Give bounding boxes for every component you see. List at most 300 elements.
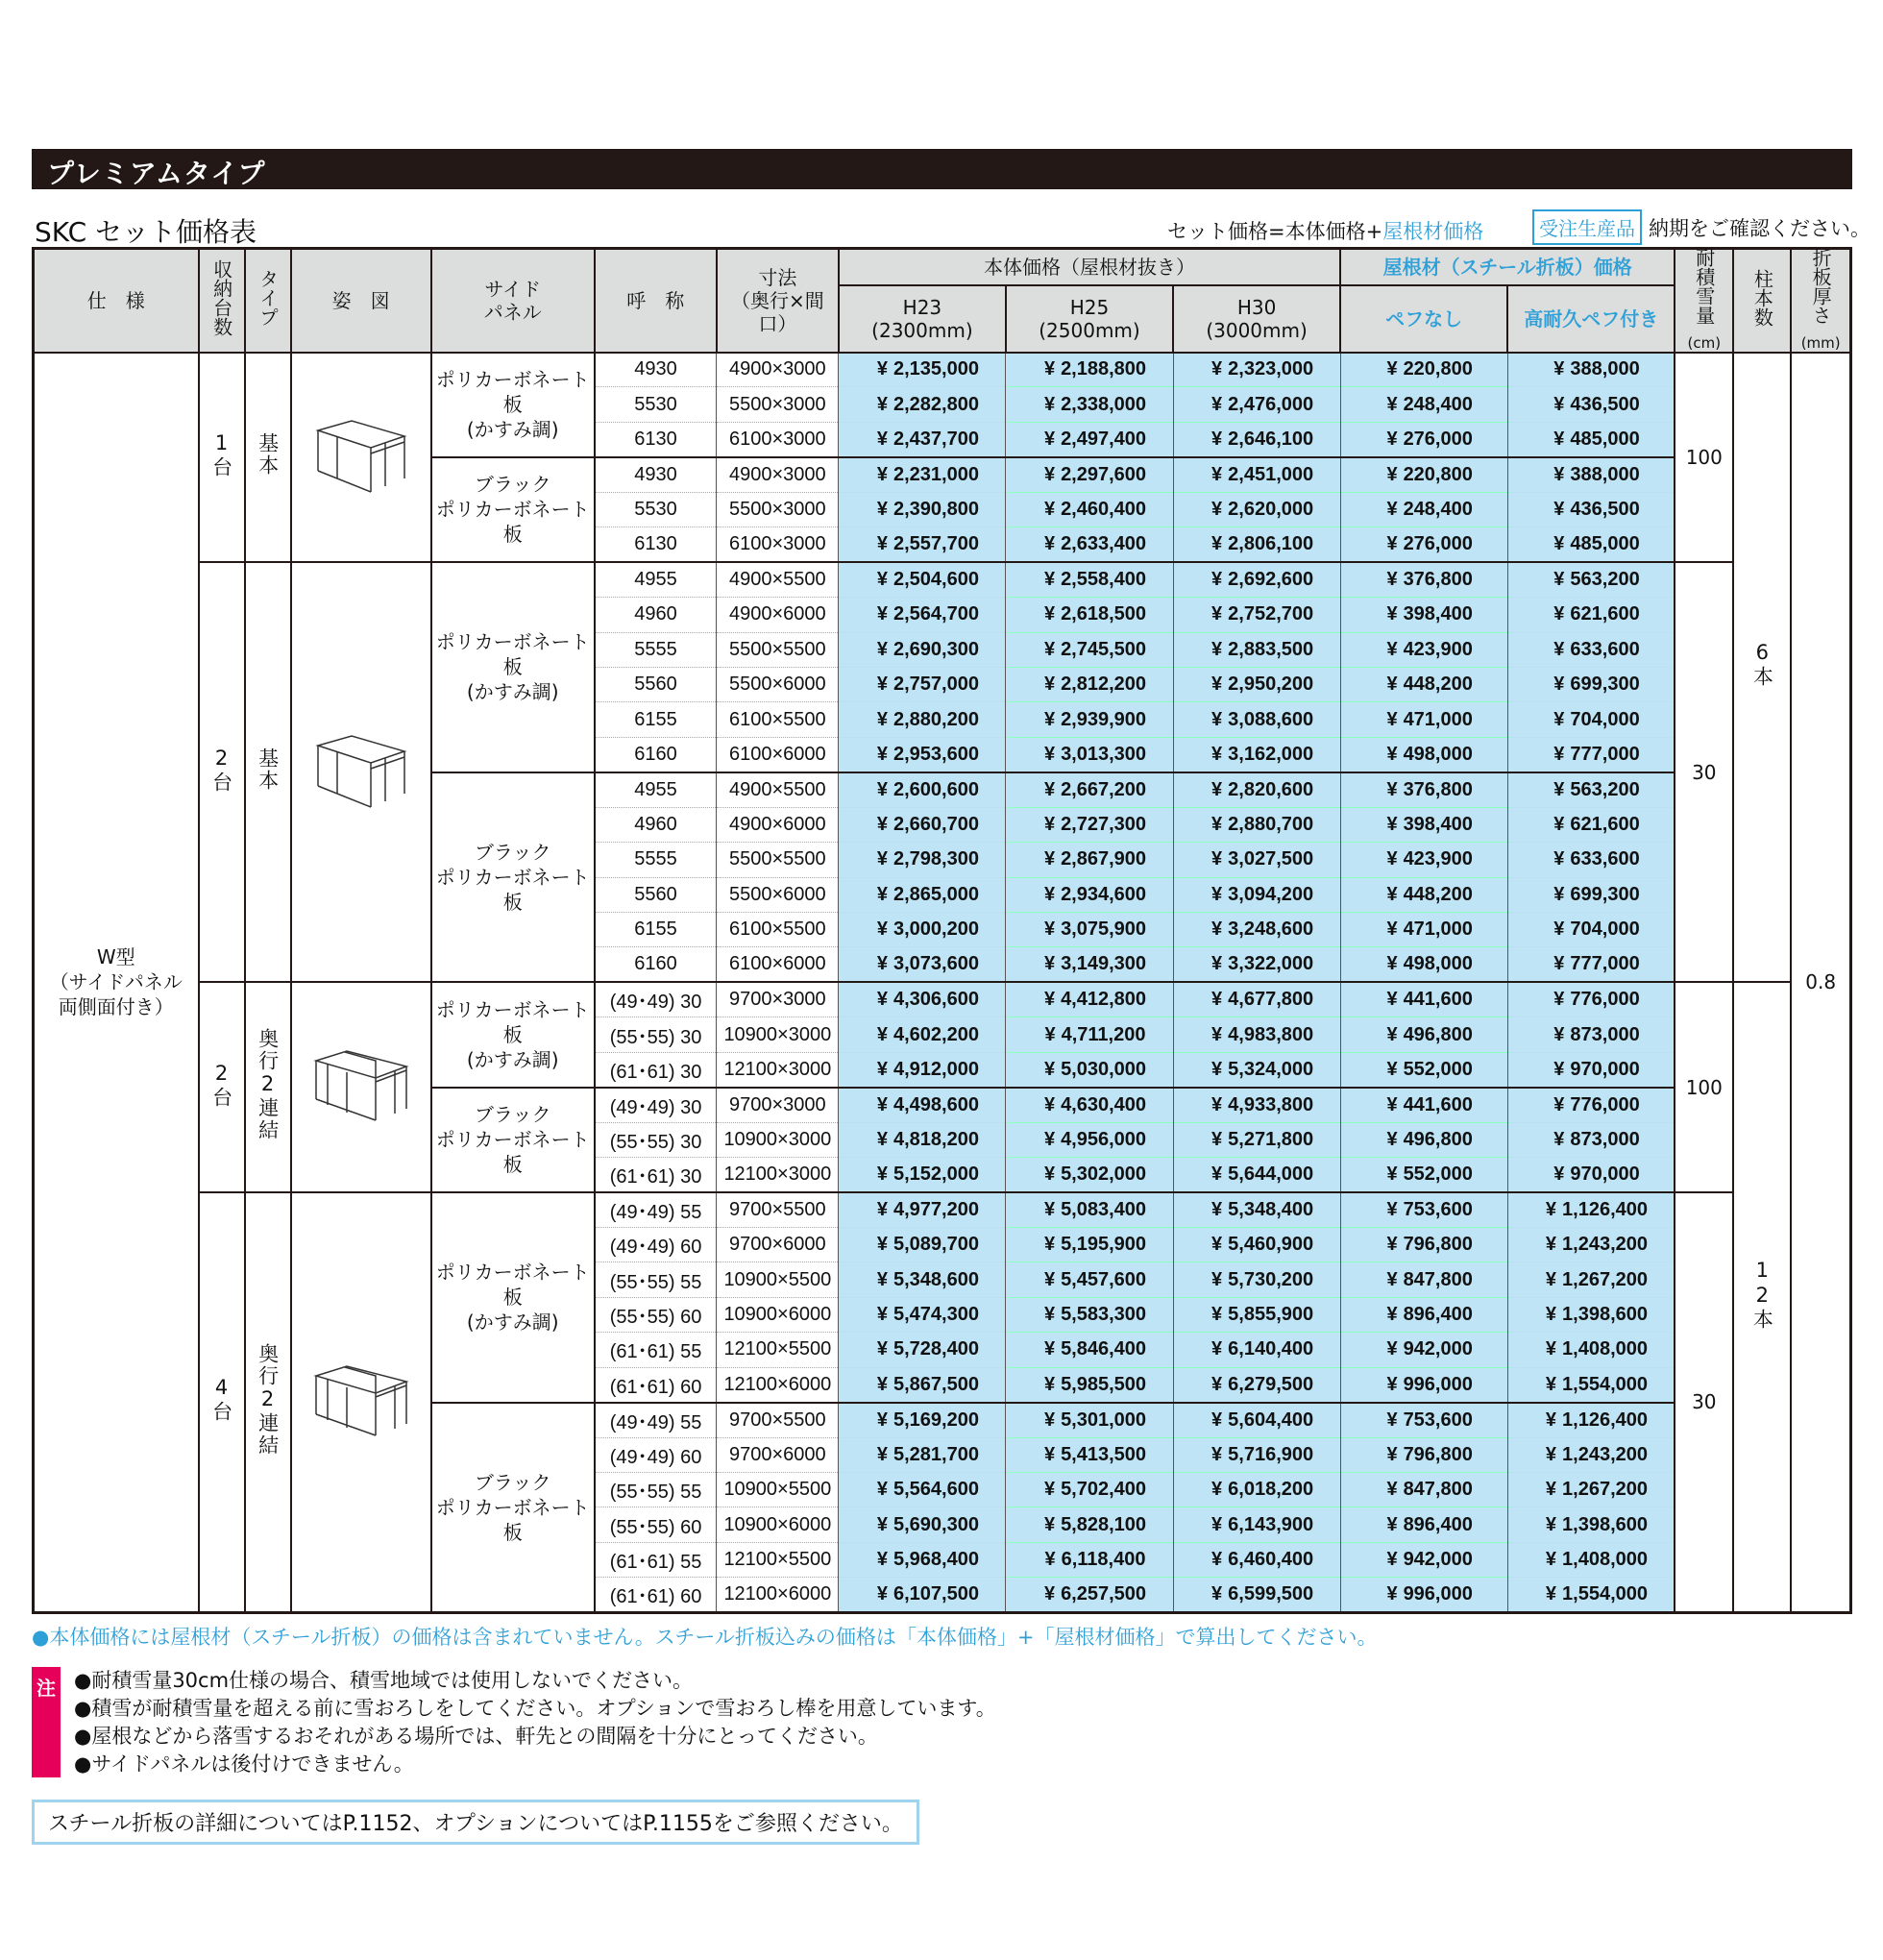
spec-line: （サイドパネル <box>49 970 183 994</box>
yen-symbol: ¥ <box>1553 1023 1565 1045</box>
header-type-text: タイプ <box>256 269 280 328</box>
header-dimension <box>717 249 839 353</box>
price-value: 2,812,200 <box>1061 674 1147 696</box>
yen-symbol: ¥ <box>1211 1549 1223 1571</box>
yen-symbol: ¥ <box>876 603 888 625</box>
panel-line: ポリカーボネート板 <box>435 630 590 679</box>
price-value: 3,094,200 <box>1228 883 1314 905</box>
yen-symbol: ¥ <box>876 463 888 485</box>
price-h30-cell <box>1173 737 1340 772</box>
price-p-cell <box>1507 702 1675 737</box>
price-h30-cell <box>1173 353 1340 387</box>
yen-symbol: ¥ <box>1043 358 1056 380</box>
price-value: 1,126,400 <box>1562 1409 1649 1431</box>
price-p-cell <box>1507 1052 1675 1087</box>
yen-symbol: ¥ <box>876 1234 888 1256</box>
price-np-cell <box>1340 807 1507 842</box>
price-h25-cell <box>1006 562 1173 597</box>
yen-symbol: ¥ <box>1043 953 1056 975</box>
yen-symbol: ¥ <box>1386 1093 1398 1115</box>
price-np-cell <box>1340 598 1507 632</box>
yen-symbol: ¥ <box>1553 883 1565 905</box>
price-p-cell <box>1507 982 1675 1017</box>
price-p-cell <box>1507 457 1675 492</box>
yen-symbol: ¥ <box>1386 1583 1398 1605</box>
price-value: 3,000,200 <box>893 919 979 941</box>
price-value: 2,282,800 <box>893 393 979 415</box>
dimension-cell: 9700×3000 <box>717 1088 839 1122</box>
price-value: 398,400 <box>1403 813 1473 835</box>
name-cell: 4960 <box>595 598 717 632</box>
price-value: 1,408,000 <box>1562 1549 1649 1571</box>
yen-symbol: ¥ <box>1211 498 1223 520</box>
yen-symbol: ¥ <box>1386 848 1398 870</box>
name-cell: 5560 <box>595 667 717 701</box>
yen-symbol: ¥ <box>1211 1304 1223 1326</box>
price-value: 970,000 <box>1570 1058 1640 1080</box>
dimension-cell: 4900×6000 <box>717 807 839 842</box>
price-value: 1,408,000 <box>1562 1338 1649 1360</box>
spec-cell <box>34 353 199 1613</box>
yen-symbol: ¥ <box>1043 743 1056 765</box>
price-value: 3,027,500 <box>1228 848 1314 870</box>
price-h30-cell <box>1173 1437 1340 1472</box>
header-h23-l2: (2300mm) <box>871 318 973 342</box>
price-h30-cell <box>1173 877 1340 912</box>
yen-symbol: ¥ <box>1545 1234 1557 1256</box>
price-value: 496,800 <box>1403 1023 1473 1045</box>
price-p-cell <box>1507 353 1675 387</box>
price-value: 2,880,700 <box>1228 813 1314 835</box>
price-h23-cell <box>839 1297 1006 1332</box>
price-value: 2,620,000 <box>1228 498 1314 520</box>
table-row <box>34 353 1851 387</box>
price-value: 3,075,900 <box>1061 919 1147 941</box>
price-value: 441,600 <box>1403 1093 1473 1115</box>
price-h23-cell <box>839 1017 1006 1052</box>
price-value: 2,390,800 <box>893 498 979 520</box>
price-h23-cell <box>839 1158 1006 1192</box>
price-value: 471,000 <box>1403 919 1473 941</box>
price-h30-cell <box>1173 1017 1340 1052</box>
panel-line: ポリカーボネート板 <box>435 368 590 417</box>
price-h30-cell <box>1173 807 1340 842</box>
dimension-cell: 12100×3000 <box>717 1052 839 1087</box>
yen-symbol: ¥ <box>1386 989 1398 1011</box>
price-value: 5,083,400 <box>1061 1198 1147 1220</box>
name-cell: (55･55) 60 <box>595 1297 717 1332</box>
price-value: 2,633,400 <box>1061 533 1147 555</box>
dimension-cell: 12100×6000 <box>717 1578 839 1612</box>
price-h30-cell <box>1173 913 1340 947</box>
price-value: 436,500 <box>1570 393 1640 415</box>
yen-symbol: ¥ <box>876 569 888 591</box>
yen-symbol: ¥ <box>1044 1549 1056 1571</box>
yen-symbol: ¥ <box>876 428 888 450</box>
yen-symbol: ¥ <box>876 638 888 660</box>
price-h23-cell <box>839 1507 1006 1542</box>
price-formula <box>1167 216 1483 245</box>
price-np-cell <box>1340 702 1507 737</box>
name-cell: (55･55) 30 <box>595 1122 717 1157</box>
price-h25-cell <box>1006 947 1173 982</box>
price-p-cell <box>1507 737 1675 772</box>
yen-symbol: ¥ <box>1211 1234 1223 1256</box>
price-value: 1,126,400 <box>1562 1198 1649 1220</box>
price-np-cell <box>1340 737 1507 772</box>
delivery-note: 納期をご確認ください。 <box>1649 217 1871 240</box>
price-h30-cell <box>1173 1473 1340 1507</box>
price-value: 3,248,600 <box>1228 919 1314 941</box>
name-cell: 4960 <box>595 807 717 842</box>
dimension-cell: 10900×5500 <box>717 1262 839 1297</box>
yen-symbol: ¥ <box>1386 638 1398 660</box>
price-value: 3,013,300 <box>1061 743 1147 765</box>
dimension-cell: 10900×3000 <box>717 1017 839 1052</box>
price-h30-cell <box>1173 947 1340 982</box>
snow-load-cell: 30 <box>1675 1192 1733 1612</box>
price-value: 563,200 <box>1570 778 1640 800</box>
price-value: 2,727,300 <box>1061 813 1147 835</box>
notes-lines <box>74 1667 996 1778</box>
header-h30 <box>1173 285 1340 353</box>
yen-symbol: ¥ <box>1211 1023 1223 1045</box>
capacity-text: 2台 <box>209 1061 233 1109</box>
yen-symbol: ¥ <box>1553 813 1565 835</box>
yen-symbol: ¥ <box>1553 638 1565 660</box>
yen-symbol: ¥ <box>1043 498 1056 520</box>
spec-line: W型 <box>96 945 135 969</box>
price-h25-cell <box>1006 1052 1173 1087</box>
name-cell: 5560 <box>595 877 717 912</box>
price-value: 2,437,700 <box>893 428 979 450</box>
yen-symbol: ¥ <box>876 919 888 941</box>
price-p-cell <box>1507 1017 1675 1052</box>
yen-symbol: ¥ <box>1553 919 1565 941</box>
snow-load-cell: 100 <box>1675 982 1733 1192</box>
dimension-cell: 6100×3000 <box>717 527 839 562</box>
price-h23-cell <box>839 667 1006 701</box>
reference-box: スチール折板の詳細についてはP.1152、オプションについてはP.1155をご参照ください。 <box>32 1800 919 1845</box>
price-np-cell <box>1340 1052 1507 1087</box>
price-value: 5,152,000 <box>893 1164 979 1186</box>
price-h30-cell <box>1173 598 1340 632</box>
yen-symbol: ¥ <box>1211 1058 1223 1080</box>
name-cell: (49･49) 30 <box>595 1088 717 1122</box>
capacity-cell <box>199 562 245 982</box>
price-np-cell <box>1340 772 1507 807</box>
yen-symbol: ¥ <box>876 1409 888 1431</box>
price-h25-cell <box>1006 1437 1173 1472</box>
price-value: 2,806,100 <box>1228 533 1314 555</box>
price-np-cell <box>1340 632 1507 667</box>
side-panel-cell <box>431 1192 595 1403</box>
yen-symbol: ¥ <box>1545 1443 1557 1465</box>
capacity-cell <box>199 1192 245 1612</box>
header-capacity <box>199 249 245 353</box>
price-np-cell <box>1340 947 1507 982</box>
price-p-cell <box>1507 527 1675 562</box>
price-value: 496,800 <box>1403 1128 1473 1150</box>
price-np-cell <box>1340 1403 1507 1437</box>
yen-symbol: ¥ <box>1043 1513 1056 1535</box>
name-cell: 5530 <box>595 492 717 527</box>
yen-symbol: ¥ <box>1211 1338 1223 1360</box>
price-np-cell <box>1340 1333 1507 1367</box>
price-value: 3,322,000 <box>1228 953 1314 975</box>
price-p-cell <box>1507 772 1675 807</box>
price-h30-cell <box>1173 667 1340 701</box>
table-title: SKC セット価格表 <box>35 216 257 248</box>
price-value: 485,000 <box>1570 533 1640 555</box>
price-value: 4,630,400 <box>1061 1093 1147 1115</box>
price-h30-cell <box>1173 457 1340 492</box>
type-cell <box>245 353 291 563</box>
price-value: 5,690,300 <box>893 1513 979 1535</box>
header-thickness-unit: (mm) <box>1800 334 1841 353</box>
name-cell: (61･61) 30 <box>595 1158 717 1192</box>
price-value: 498,000 <box>1403 743 1473 765</box>
price-value: 2,323,000 <box>1228 358 1314 380</box>
price-h30-cell <box>1173 1088 1340 1122</box>
price-h25-cell <box>1006 1227 1173 1262</box>
price-h23-cell <box>839 1192 1006 1227</box>
dimension-cell: 6100×5500 <box>717 913 839 947</box>
name-cell: (61･61) 30 <box>595 1052 717 1087</box>
pillars-cell <box>1733 982 1791 1612</box>
yen-symbol: ¥ <box>1043 883 1056 905</box>
dimension-cell: 4900×5500 <box>717 562 839 597</box>
price-value: 5,855,900 <box>1228 1304 1314 1326</box>
yen-symbol: ¥ <box>1386 533 1398 555</box>
price-h23-cell <box>839 598 1006 632</box>
price-value: 5,281,700 <box>893 1443 979 1465</box>
price-p-cell <box>1507 1473 1675 1507</box>
thickness-cell: 0.8 <box>1791 353 1850 1613</box>
price-p-cell <box>1507 843 1675 877</box>
pillars-text: 6本 <box>1750 641 1774 689</box>
notes-tag: 注 <box>32 1667 61 1777</box>
price-value: 4,412,800 <box>1061 989 1147 1011</box>
name-cell: (55･55) 55 <box>595 1473 717 1507</box>
price-h30-cell <box>1173 1367 1340 1402</box>
price-h23-cell <box>839 1437 1006 1472</box>
type-cell <box>245 1192 291 1612</box>
yen-symbol: ¥ <box>876 953 888 975</box>
price-np-cell <box>1340 1507 1507 1542</box>
table-row <box>34 1192 1851 1227</box>
price-value: 248,400 <box>1403 393 1473 415</box>
header-snow-text: 耐積雪量 <box>1692 248 1716 326</box>
price-value: 2,188,800 <box>1061 358 1147 380</box>
yen-symbol: ¥ <box>1386 1058 1398 1080</box>
type-cell <box>245 982 291 1192</box>
price-value: 699,300 <box>1570 674 1640 696</box>
yen-symbol: ¥ <box>1043 1443 1056 1465</box>
price-h23-cell <box>839 422 1006 456</box>
price-h25-cell <box>1006 1473 1173 1507</box>
price-h23-cell <box>839 807 1006 842</box>
yen-symbol: ¥ <box>876 1093 888 1115</box>
yen-symbol: ¥ <box>1043 919 1056 941</box>
price-value: 3,088,600 <box>1228 708 1314 730</box>
price-h23-cell <box>839 1473 1006 1507</box>
dimension-cell: 6100×6000 <box>717 737 839 772</box>
price-np-cell <box>1340 492 1507 527</box>
yen-symbol: ¥ <box>1545 1549 1557 1571</box>
yen-symbol: ¥ <box>1211 1479 1223 1501</box>
price-h30-cell <box>1173 527 1340 562</box>
table-row <box>34 562 1851 597</box>
header-capacity-text: 収納台数 <box>209 259 233 337</box>
yen-symbol: ¥ <box>1211 919 1223 941</box>
name-cell: (55･55) 55 <box>595 1262 717 1297</box>
price-h23-cell <box>839 387 1006 422</box>
section-title: プレミアムタイプ <box>47 158 266 189</box>
header-roof-price: 屋根材（スチール折板）価格 <box>1340 249 1675 285</box>
price-table <box>32 247 1852 1614</box>
price-value: 6,599,500 <box>1228 1583 1314 1605</box>
price-value: 4,498,600 <box>893 1093 979 1115</box>
yen-symbol: ¥ <box>1386 1443 1398 1465</box>
price-h30-cell <box>1173 422 1340 456</box>
name-cell: (61･61) 60 <box>595 1367 717 1402</box>
price-value: 2,939,900 <box>1061 708 1147 730</box>
yen-symbol: ¥ <box>1043 1338 1056 1360</box>
price-p-cell <box>1507 1437 1675 1472</box>
yen-symbol: ¥ <box>1211 1373 1223 1395</box>
price-h25-cell <box>1006 877 1173 912</box>
name-cell: (55･55) 60 <box>595 1507 717 1542</box>
yen-symbol: ¥ <box>1211 1128 1223 1150</box>
side-panel-cell <box>431 1403 595 1613</box>
yen-symbol: ¥ <box>1043 533 1056 555</box>
yen-symbol: ¥ <box>1386 1409 1398 1431</box>
price-value: 4,956,000 <box>1061 1128 1147 1150</box>
header-type <box>245 249 291 353</box>
yen-symbol: ¥ <box>1545 1268 1557 1290</box>
price-h25-cell <box>1006 598 1173 632</box>
yen-symbol: ¥ <box>1386 358 1398 380</box>
yen-symbol: ¥ <box>1386 778 1398 800</box>
price-p-cell <box>1507 1122 1675 1157</box>
snow-load-cell: 100 <box>1675 353 1733 563</box>
yen-symbol: ¥ <box>876 778 888 800</box>
snow-load-cell: 30 <box>1675 562 1733 982</box>
price-value: 4,983,800 <box>1228 1023 1314 1045</box>
header-snow-unit: (cm) <box>1687 334 1722 353</box>
price-h30-cell <box>1173 772 1340 807</box>
price-h23-cell <box>839 1052 1006 1087</box>
header-h30-l2: (3000mm) <box>1206 318 1308 342</box>
price-value: 2,667,200 <box>1061 778 1147 800</box>
price-value: 1,267,200 <box>1562 1268 1649 1290</box>
price-value: 6,279,500 <box>1228 1373 1314 1395</box>
yen-symbol: ¥ <box>1211 989 1223 1011</box>
price-h23-cell <box>839 1227 1006 1262</box>
yen-symbol: ¥ <box>1386 674 1398 696</box>
carport-figure <box>308 402 414 507</box>
yen-symbol: ¥ <box>876 1513 888 1535</box>
yen-symbol: ¥ <box>1545 1198 1557 1220</box>
yen-symbol: ¥ <box>1386 1023 1398 1045</box>
yen-symbol: ¥ <box>876 498 888 520</box>
dimension-cell: 9700×3000 <box>717 982 839 1017</box>
header-thickness <box>1791 249 1850 353</box>
yen-symbol: ¥ <box>1043 569 1056 591</box>
price-value: 2,558,400 <box>1061 569 1147 591</box>
price-h25-cell <box>1006 457 1173 492</box>
price-value: 423,900 <box>1403 848 1473 870</box>
price-h23-cell <box>839 843 1006 877</box>
price-p-cell <box>1507 1192 1675 1227</box>
price-np-cell <box>1340 1297 1507 1332</box>
yen-symbol: ¥ <box>1553 743 1565 765</box>
yen-symbol: ¥ <box>1545 1304 1557 1326</box>
price-h23-cell <box>839 947 1006 982</box>
price-value: 2,950,200 <box>1228 674 1314 696</box>
yen-symbol: ¥ <box>1043 813 1056 835</box>
capacity-text: 2台 <box>209 746 233 794</box>
price-h23-cell <box>839 1578 1006 1612</box>
yen-symbol: ¥ <box>1211 1443 1223 1465</box>
price-value: 448,200 <box>1403 883 1473 905</box>
price-value: 777,000 <box>1570 953 1640 975</box>
price-h23-cell <box>839 492 1006 527</box>
panel-line: (かすみ調) <box>466 1311 559 1335</box>
price-h23-cell <box>839 1262 1006 1297</box>
yen-symbol: ¥ <box>1545 1513 1557 1535</box>
price-h25-cell <box>1006 1122 1173 1157</box>
price-value: 471,000 <box>1403 708 1473 730</box>
type-text: 基本 <box>256 432 280 478</box>
price-h25-cell <box>1006 737 1173 772</box>
name-cell: 5555 <box>595 843 717 877</box>
figure-cell <box>291 353 431 563</box>
price-h25-cell <box>1006 1367 1173 1402</box>
price-value: 376,800 <box>1403 569 1473 591</box>
side-panel-cell <box>431 457 595 562</box>
price-value: 2,476,000 <box>1228 393 1314 415</box>
price-h25-cell <box>1006 1262 1173 1297</box>
price-value: 847,800 <box>1403 1268 1473 1290</box>
figure-cell <box>291 562 431 982</box>
yen-symbol: ¥ <box>1553 848 1565 870</box>
dimension-cell: 9700×5500 <box>717 1403 839 1437</box>
yen-symbol: ¥ <box>876 1443 888 1465</box>
price-value: 5,604,400 <box>1228 1409 1314 1431</box>
yen-symbol: ¥ <box>1211 463 1223 485</box>
price-value: 5,702,400 <box>1061 1479 1147 1501</box>
notes-box <box>32 1667 996 1777</box>
price-value: 942,000 <box>1403 1549 1473 1571</box>
yen-symbol: ¥ <box>1211 428 1223 450</box>
yen-symbol: ¥ <box>876 393 888 415</box>
yen-symbol: ¥ <box>1211 1198 1223 1220</box>
price-value: 485,000 <box>1570 428 1640 450</box>
yen-symbol: ¥ <box>1211 813 1223 835</box>
price-p-cell <box>1507 1262 1675 1297</box>
header-thickness-text: 折板厚さ <box>1809 248 1833 326</box>
yen-symbol: ¥ <box>1553 358 1565 380</box>
yen-symbol: ¥ <box>876 1268 888 1290</box>
dimension-cell: 12100×5500 <box>717 1333 839 1367</box>
panel-line: ポリカーボネート板 <box>435 1495 590 1544</box>
yen-symbol: ¥ <box>1211 358 1223 380</box>
figure-cell <box>291 982 431 1192</box>
name-cell: 6155 <box>595 702 717 737</box>
name-cell: (49･49) 60 <box>595 1437 717 1472</box>
